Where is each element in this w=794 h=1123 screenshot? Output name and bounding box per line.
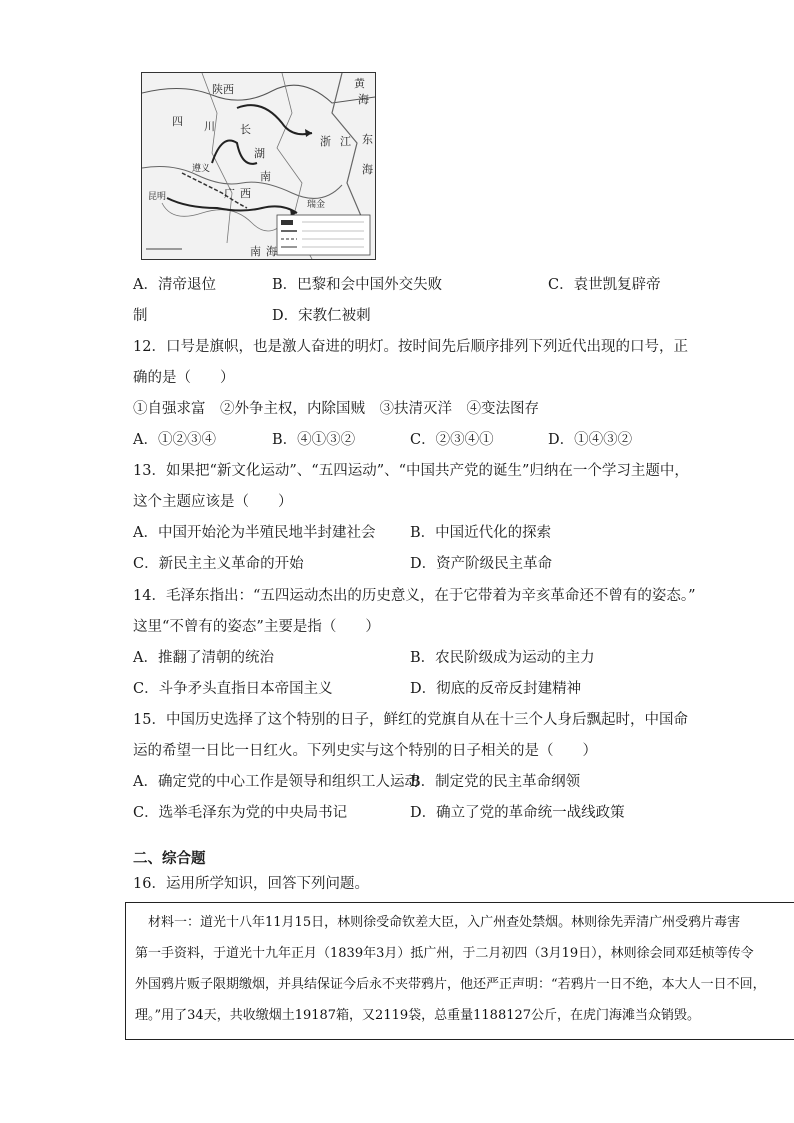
q12-option-d[interactable]: D．①④③② [548, 432, 633, 448]
q12-option-c[interactable]: C．②③④① [410, 432, 494, 448]
map-label: 广 [224, 187, 235, 200]
map-label: 湖 [254, 147, 265, 160]
q13-option-b[interactable]: B．中国近代化的探索 [410, 525, 552, 541]
map-label: 西 [240, 187, 251, 200]
map-drawing [142, 73, 375, 259]
q15-option-d[interactable]: D．确立了党的革命统一战线政策 [410, 805, 625, 821]
q11-option-d[interactable]: D．宋教仁被刺 [272, 308, 371, 324]
map-label: 瑞金 [307, 200, 326, 210]
map-label: 海 [362, 163, 373, 176]
q12-stem: 12．口号是旗帜，也是激人奋进的明灯。按时间先后顺序排列下列近代出现的口号，正 [133, 339, 688, 355]
q11-option-a[interactable]: A．清帝退位 [133, 277, 216, 293]
q15-stem-continued: 运的希望一日比一日红火。下列史实与这个特别的日子相关的是（ ） [133, 743, 597, 759]
map-label: 陕西 [212, 83, 234, 96]
q12-stem-continued: 确的是（ ） [133, 370, 235, 386]
material-line: 第一手资料，于道光十九年正月（1839年3月）抵广州，于二月初四（3月19日），林则徐会同邓廷桢等传令 [135, 946, 754, 961]
q11-option-b[interactable]: B．巴黎和会中国外交失败 [272, 277, 443, 293]
q14-option-d[interactable]: D．彻底的反帝反封建精神 [410, 681, 582, 697]
map-label: 海 [266, 245, 277, 258]
q14-stem-continued: 这里“不曾有的姿态”主要是指（ ） [133, 619, 380, 635]
map-label: 江 [340, 135, 351, 148]
material-line: 材料一：道光十八年11月15日，林则徐受命钦差大臣，入广州查处禁烟。林则徐先弄清广州受鸦片毒害 [135, 915, 741, 930]
q12-option-a[interactable]: A．①②③④ [133, 432, 216, 448]
q11-option-c-continued: 制 [133, 308, 148, 324]
q15-stem: 15．中国历史选择了这个特别的日子，鲜红的党旗自从在十三个人身后飘起时，中国命 [133, 712, 688, 728]
q13-stem-continued: 这个主题应该是（ ） [133, 494, 293, 510]
q13-option-d[interactable]: D．资产阶级民主革命 [410, 556, 553, 572]
q15-option-a[interactable]: A．确定党的中心工作是领导和组织工人运动 [133, 774, 419, 790]
map-label: 长 [240, 123, 251, 136]
q13-stem: 13．如果把“新文化运动”、“五四运动”、“中国共产党的诞生”归纳在一个学习主题中， [133, 463, 689, 479]
material-line: 理。”用了34天，共收缴烟土19187箱，又2119袋，总重量1188127公斤，在虎门海滩当众销毁。 [135, 1008, 701, 1023]
map-label: 四 [172, 115, 183, 128]
map-label: 东 [362, 133, 373, 146]
q12-items: ①自强求富 ②外争主权，内除国贼 ③扶清灭洋 ④变法图存 [133, 401, 539, 417]
map-label: 南 [260, 170, 271, 183]
q15-option-c[interactable]: C．选举毛泽东为党的中央局书记 [133, 805, 348, 821]
q14-option-b[interactable]: B．农民阶级成为运动的主力 [410, 650, 595, 666]
material-box [125, 902, 794, 1040]
map-label: 海 [358, 93, 369, 106]
q16-stem: 16．运用所学知识，回答下列问题。 [133, 876, 369, 892]
map-label: 昆明 [148, 192, 167, 202]
q11-option-c[interactable]: C．袁世凯复辟帝 [548, 277, 661, 293]
map-label: 南 [250, 245, 261, 258]
long-march-map [141, 72, 376, 260]
material-line: 外国鸦片贩子限期缴烟，并具结保证今后永不夹带鸦片，他还严正声明：“若鸦片一日不绝，本大人一日不回， [135, 977, 766, 992]
q14-option-c[interactable]: C．斗争矛头直指日本帝国主义 [133, 681, 333, 697]
q14-stem: 14．毛泽东指出：“五四运动杰出的历史意义，在于它带着为辛亥革命还不曾有的姿态。” [133, 588, 696, 604]
q13-option-c[interactable]: C．新民主主义革命的开始 [133, 556, 304, 572]
map-label: 川 [204, 120, 215, 133]
q14-option-a[interactable]: A．推翻了清朝的统治 [133, 650, 274, 666]
map-label: 浙 [320, 135, 331, 148]
section-title: 二、综合题 [133, 850, 206, 867]
q15-option-b[interactable]: B．制定党的民主革命纲领 [410, 774, 581, 790]
q12-option-b[interactable]: B．④①③② [272, 432, 356, 448]
map-label: 黄 [354, 77, 365, 90]
q13-option-a[interactable]: A．中国开始沦为半殖民地半封建社会 [133, 525, 376, 541]
map-label: 遵义 [192, 164, 211, 174]
